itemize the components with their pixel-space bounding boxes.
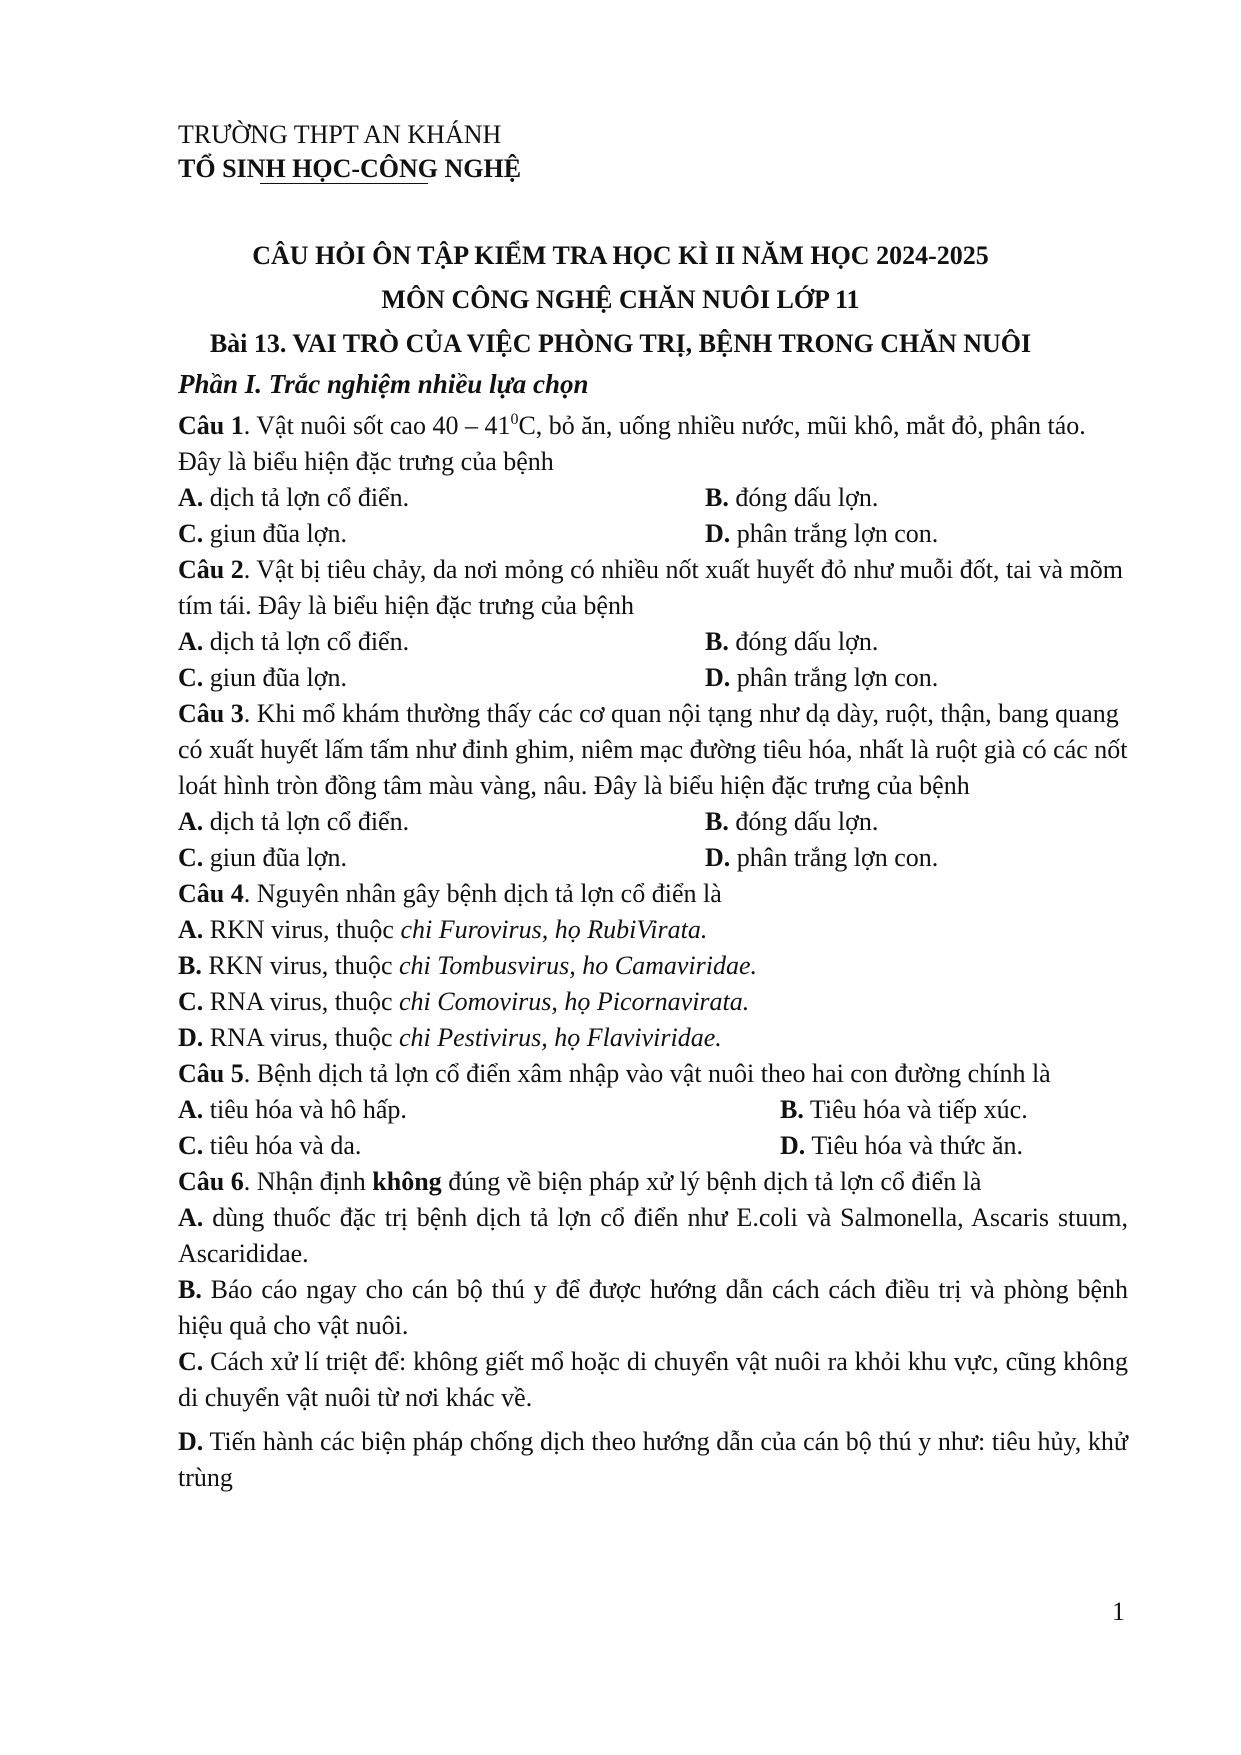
option-d: D. RNA virus, thuộc chi Pestivirus, họ Flaviviridae. [178, 1023, 722, 1052]
option-d: D. Tiến hành các biện pháp chống dịch theo hướng dẫn của cán bộ thú y như: tiêu hủy, khử trùng [178, 1427, 1129, 1492]
question-6 [178, 1164, 1128, 1200]
header-underline [260, 183, 428, 184]
question-1 [178, 408, 1128, 480]
part-heading: Phần I. Trắc nghiệm nhiều lựa chọn [178, 369, 589, 399]
question-text: . Nguyên nhân gây bệnh dịch tả lợn cổ điển là [243, 879, 722, 908]
option-c: C. tiêu hóa và da. [178, 1131, 362, 1160]
options-row [178, 1092, 1128, 1128]
school-header [178, 118, 521, 186]
option-a: A. dịch tả lợn cổ điển. [178, 807, 410, 836]
question-text: đúng về biện pháp xử lý bệnh dịch tả lợn cổ điển là [441, 1167, 982, 1196]
options-row [178, 1128, 1128, 1164]
options-row [178, 840, 1128, 876]
emphasis-not: không [372, 1167, 442, 1196]
question-content [178, 366, 1128, 1496]
question-text: . Bệnh dịch tả lợn cổ điển xâm nhập vào vật nuôi theo hai con đường chính là [243, 1059, 1051, 1088]
document-titles [0, 234, 1241, 366]
school-name: TRƯỜNG THPT AN KHÁNH [178, 120, 502, 149]
option-a: A. dịch tả lợn cổ điển. [178, 627, 410, 656]
question-text: C, bỏ ăn, uống nhiều nước, mũi khô, mắt đỏ, phân táo. Đây là biểu hiện đặc trưng của bệnh [178, 411, 1086, 476]
question-5 [178, 1056, 1128, 1092]
department-name: TỔ SINH HỌC-CÔNG NGHỆ [178, 154, 522, 183]
question-label: Câu 5 [178, 1059, 244, 1088]
question-text: . Khi mổ khám thường thấy các cơ quan nội tạng như dạ dày, ruột, thận, bang quang có xuất huyết lấm tấm như đinh ghim, niêm mạc đường tiêu hóa, nhất là ruột già có các nốt loát hình tròn đồng tâm màu vàng, nâu. Đây là biểu hiện đặc trưng của bệnh [178, 699, 1128, 800]
question-label: Câu 6 [178, 1167, 244, 1196]
option-b: B. đóng dấu lợn. [705, 627, 879, 656]
option-c: C. RNA virus, thuộc chi Comovirus, họ Picornavirata. [178, 987, 750, 1016]
option-b: B. Tiêu hóa và tiếp xúc. [780, 1095, 1028, 1124]
question-label: Câu 3 [178, 699, 244, 728]
options-row [178, 660, 1128, 696]
option-d: D. phân trắng lợn con. [705, 843, 939, 872]
question-4 [178, 876, 1128, 912]
options-row [178, 624, 1128, 660]
question-text: . Vật bị tiêu chảy, da nơi mỏng có nhiều nốt xuất huyết đỏ như muỗi đốt, tai và mõm tím tái. Đây là biểu hiện đặc trưng của bệnh [178, 555, 1123, 620]
exam-title: CÂU HỎI ÔN TẬP KIỂM TRA HỌC KÌ II NĂM HỌC 2024-2025 [252, 241, 989, 270]
option-d: D. phân trắng lợn con. [705, 663, 939, 692]
options-row [178, 480, 1128, 516]
option-c: C. giun đũa lợn. [178, 519, 348, 548]
option-d: D. Tiêu hóa và thức ăn. [780, 1131, 1024, 1160]
option-a: A. dùng thuốc đặc trị bệnh dịch tả lợn cổ điển như E.coli và Salmonella, Ascaris stuum, Ascarididae. [178, 1203, 1129, 1268]
option-c: C. giun đũa lợn. [178, 663, 348, 692]
question-label: Câu 4 [178, 879, 244, 908]
question-text: . Vật nuôi sốt cao 40 – 41 [243, 411, 511, 440]
question-3 [178, 696, 1128, 804]
question-text: . Nhận định [243, 1167, 373, 1196]
question-2 [178, 552, 1128, 624]
option-a: A. RKN virus, thuộc chi Furovirus, họ RubiVirata. [178, 915, 708, 944]
option-b: B. đóng dấu lợn. [705, 483, 879, 512]
page-number: 1 [1112, 1597, 1125, 1626]
degree-superscript: 0 [510, 411, 519, 428]
option-a: A. dịch tả lợn cổ điển. [178, 483, 410, 512]
option-b: B. Báo cáo ngay cho cán bộ thú y để được hướng dẫn cách cách điều trị và phòng bệnh hiệu quả cho vật nuôi. [178, 1275, 1128, 1340]
question-label: Câu 2 [178, 555, 244, 584]
option-b: B. RKN virus, thuộc chi Tombusvirus, ho Camaviridae. [178, 951, 758, 980]
option-a: A. tiêu hóa và hô hấp. [178, 1095, 407, 1124]
options-row [178, 804, 1128, 840]
option-c: C. giun đũa lợn. [178, 843, 348, 872]
question-label: Câu 1 [178, 411, 244, 440]
subject-title: MÔN CÔNG NGHỆ CHĂN NUÔI LỚP 11 [381, 285, 860, 314]
options-row [178, 516, 1128, 552]
option-d: D. phân trắng lợn con. [705, 519, 939, 548]
lesson-title: Bài 13. VAI TRÒ CỦA VIỆC PHÒNG TRỊ, BỆNH TRONG CHĂN NUÔI [209, 329, 1032, 358]
option-b: B. đóng dấu lợn. [705, 807, 879, 836]
option-c: C. Cách xử lí triệt để: không giết mổ hoặc di chuyển vật nuôi ra khỏi khu vực, cũng không di chuyển vật nuôi từ nơi khác về. [178, 1347, 1128, 1412]
